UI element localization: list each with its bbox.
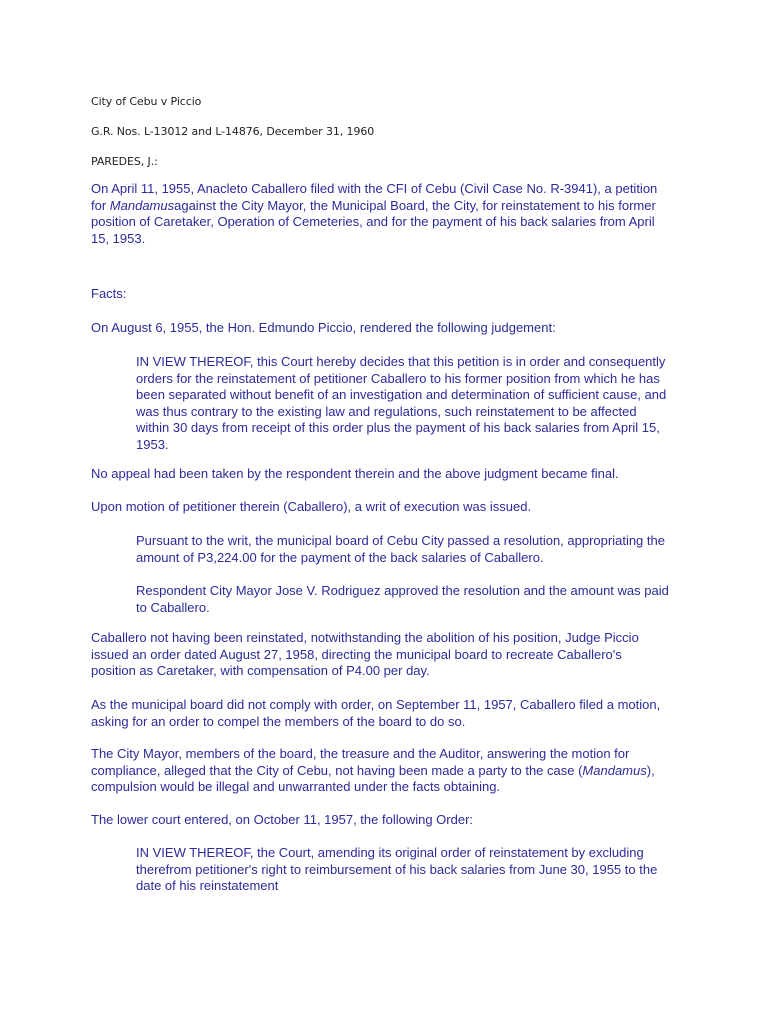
text-line: 1953. <box>136 436 169 452</box>
text-fragment: against the City Mayor, the Municipal Board, the City, for reinstatement to his former <box>174 197 656 213</box>
text-line: On August 6, 1955, the Hon. Edmundo Piccio, rendered the following judgement: <box>91 320 556 335</box>
text-line: orders for the reinstatement of petitioner Caballero to his former position from which he has <box>136 370 660 386</box>
text-line: issued an order dated August 27, 1958, directing the municipal board to recreate Caballero's <box>91 646 622 662</box>
paragraph-not-reinstated <box>91 630 681 680</box>
text-line: date of his reinstatement <box>136 878 279 893</box>
text-line: compulsion would be illegal and unwarranted under the facts obtaining. <box>91 779 501 794</box>
case-number: G.R. Nos. L-13012 and L-14876, December 31, 1960 <box>91 125 375 138</box>
text-fragment: ), <box>646 762 655 778</box>
text-line: Caballero not having been reinstated, notwithstanding the abolition of his position, Judge Piccio <box>91 630 639 645</box>
paragraph-motion <box>91 697 681 730</box>
ponente: PAREDES, J.: <box>91 155 158 168</box>
text-line: Pursuant to the writ, the municipal board of Cebu City passed a resolution, appropriating the <box>136 533 665 548</box>
text-line: amount of P3,224.00 for the payment of the back salaries of Caballero. <box>136 549 544 565</box>
case-title: City of Cebu v Piccio <box>91 95 202 108</box>
paragraph-writ <box>91 499 681 516</box>
text-line <box>91 763 681 780</box>
text-line: position of Caretaker, Operation of Cemeteries, and for the payment of his back salaries from April <box>91 214 655 229</box>
paragraph-judgement-intro <box>91 320 681 337</box>
quote-order <box>136 845 684 895</box>
text-line: to Caballero. <box>136 599 210 615</box>
text-line: Upon motion of petitioner therein (Caballero), a writ of execution was issued. <box>91 499 532 514</box>
text-line: within 30 days from receipt of this order plus the payment of his back salaries from April 15, <box>136 420 660 435</box>
mandamus-italic: Mandamus <box>109 197 175 213</box>
text-line: asking for an order to compel the members of the board to do so. <box>91 713 466 729</box>
text-line: position as Caretaker, with compensation of P4.00 per day. <box>91 663 430 678</box>
text-line: On April 11, 1955, Anacleto Caballero filed with the CFI of Cebu (Civil Case No. R-3941), a petition <box>91 181 658 196</box>
paragraph-no-appeal <box>91 466 681 483</box>
text-line: Facts: <box>91 286 127 301</box>
text-line: 15, 1953. <box>91 230 146 246</box>
text-fragment: compliance, alleged that the City of Cebu, not having been made a party to the case ( <box>91 762 583 778</box>
text-line: was thus contrary to the existing law and regulations, such reinstatement to be affected <box>136 403 637 419</box>
text-line: been separated without benefit of an investigation and determination of sufficient cause, and <box>136 387 667 402</box>
paragraph-petition <box>91 181 681 247</box>
quote-judgement <box>136 354 684 453</box>
text-line: Respondent City Mayor Jose V. Rodriguez approved the resolution and the amount was paid <box>136 583 669 598</box>
quote-resolution <box>136 533 684 566</box>
text-line: As the municipal board did not comply with order, on September 11, 1957, Caballero filed a motion, <box>91 697 661 712</box>
text-line: The City Mayor, members of the board, the treasure and the Auditor, answering the motion for <box>91 746 630 761</box>
facts-heading <box>91 286 681 303</box>
text-line: IN VIEW THEREOF, this Court hereby decides that this petition is in order and consequently <box>136 354 666 369</box>
text-line: The lower court entered, on October 11, 1957, the following Order: <box>91 812 474 827</box>
text-fragment: for <box>91 197 110 213</box>
text-line: No appeal had been taken by the respondent therein and the above judgment became final. <box>91 466 619 481</box>
text-line <box>91 198 681 215</box>
text-line: therefrom petitioner's right to reimbursement of his back salaries from June 30, 1955 to the <box>136 861 658 877</box>
paragraph-lower-court <box>91 812 681 829</box>
paragraph-compliance <box>91 746 681 796</box>
quote-mayor-approval <box>136 583 684 616</box>
mandamus-italic: Mandamus <box>582 762 647 778</box>
text-line: IN VIEW THEREOF, the Court, amending its original order of reinstatement by excluding <box>136 845 644 860</box>
